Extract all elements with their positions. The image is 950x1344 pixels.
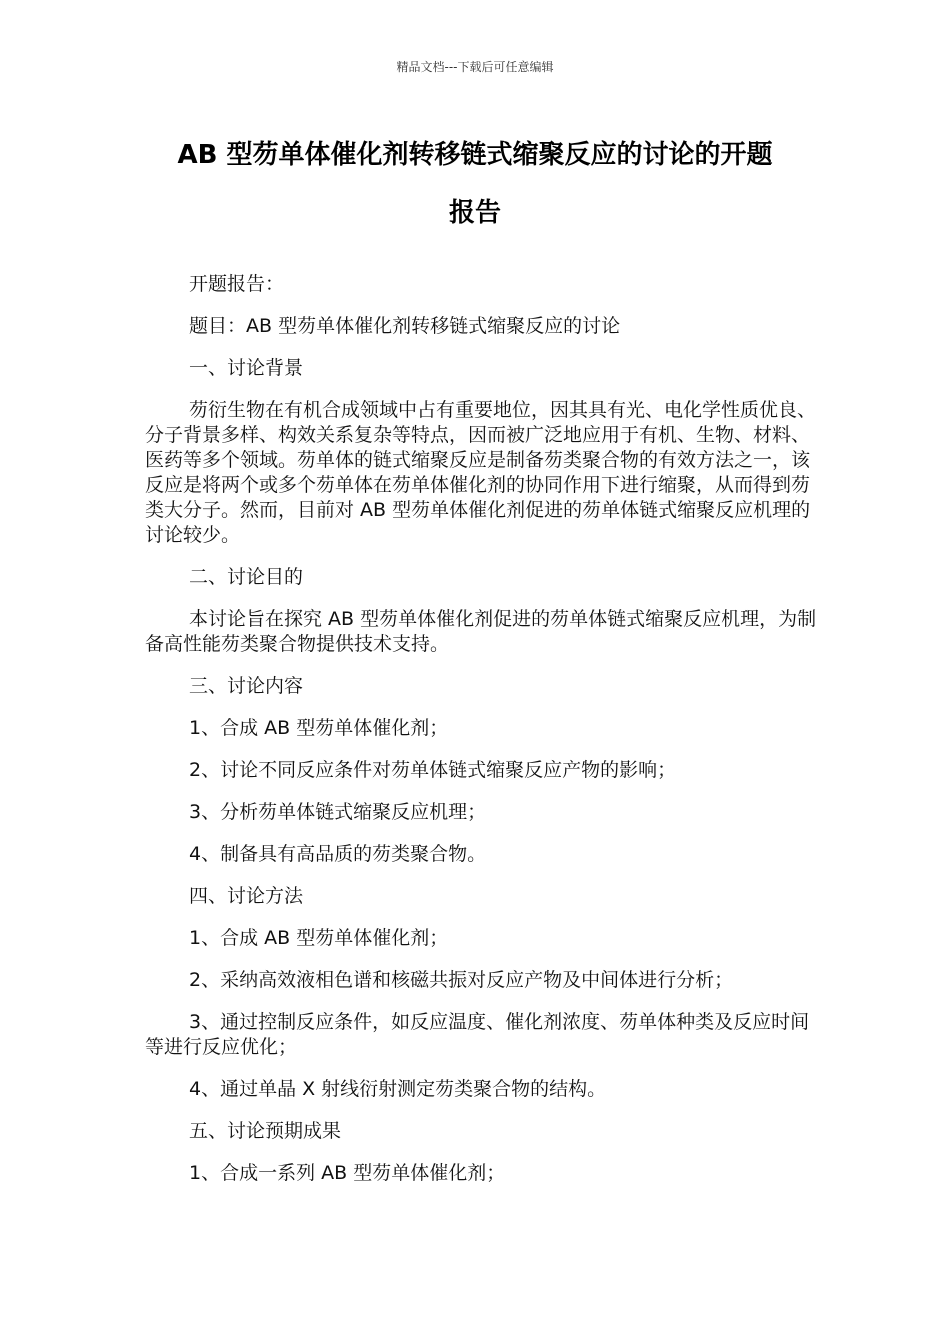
label-report: 开题报告： xyxy=(189,273,285,295)
purpose-paragraph: 本讨论旨在探究 AB 型芴单体催化剂促进的芴单体链式缩聚反应机理，为制备高性能芴类聚合物提供技术支持。 xyxy=(145,608,817,655)
document-title-line-1: AB 型芴单体催化剂转移链式缩聚反应的讨论的开题 xyxy=(177,140,773,170)
background-paragraph: 芴衍生物在有机合成领域中占有重要地位，因其具有光、电化学性质优良、分子背景多样、构效关系复杂等特点，因而被广泛地应用于有机、生物、材料、医药等多个领域。芴单体的链式缩聚反应是制备芴类聚合物的有效方法之一，该反应是将两个或多个芴单体在芴单体催化剂的协同作用下进行缩聚，从而得到芴类大分子。然而，目前对 AB 型芴单体催化剂促进的芴单体链式缩聚反应机理的讨论较少。 xyxy=(145,399,817,546)
expected-result-item-1: 1、合成一系列 AB 型芴单体催化剂； xyxy=(189,1162,506,1184)
content-item-3: 3、分析芴单体链式缩聚反应机理； xyxy=(189,801,487,823)
content-item-4: 4、制备具有高品质的芴类聚合物。 xyxy=(189,843,487,865)
section-heading-background: 一、讨论背景 xyxy=(189,357,304,379)
content-item-1: 1、合成 AB 型芴单体催化剂； xyxy=(189,717,449,739)
section-heading-purpose: 二、讨论目的 xyxy=(189,566,304,588)
document-body xyxy=(145,272,817,1203)
method-item-1: 1、合成 AB 型芴单体催化剂； xyxy=(189,927,449,949)
topic-line: 题目：AB 型芴单体催化剂转移链式缩聚反应的讨论 xyxy=(189,315,621,337)
page-header-note: 精品文档---下载后可任意编辑 xyxy=(396,60,554,74)
section-heading-content: 三、讨论内容 xyxy=(189,675,304,697)
content-item-2: 2、讨论不同反应条件对芴单体链式缩聚反应产物的影响； xyxy=(189,759,677,781)
section-heading-methods: 四、讨论方法 xyxy=(189,885,304,907)
method-item-3: 3、通过控制反应条件，如反应温度、催化剂浓度、芴单体种类及反应时间等进行反应优化； xyxy=(145,1011,810,1058)
section-heading-expected-results: 五、讨论预期成果 xyxy=(189,1120,342,1142)
method-item-2: 2、采纳高效液相色谱和核磁共振对反应产物及中间体进行分析； xyxy=(189,969,734,991)
document-title-line-2: 报告 xyxy=(448,198,501,228)
method-item-4: 4、通过单晶 X 射线衍射测定芴类聚合物的结构。 xyxy=(189,1078,607,1100)
